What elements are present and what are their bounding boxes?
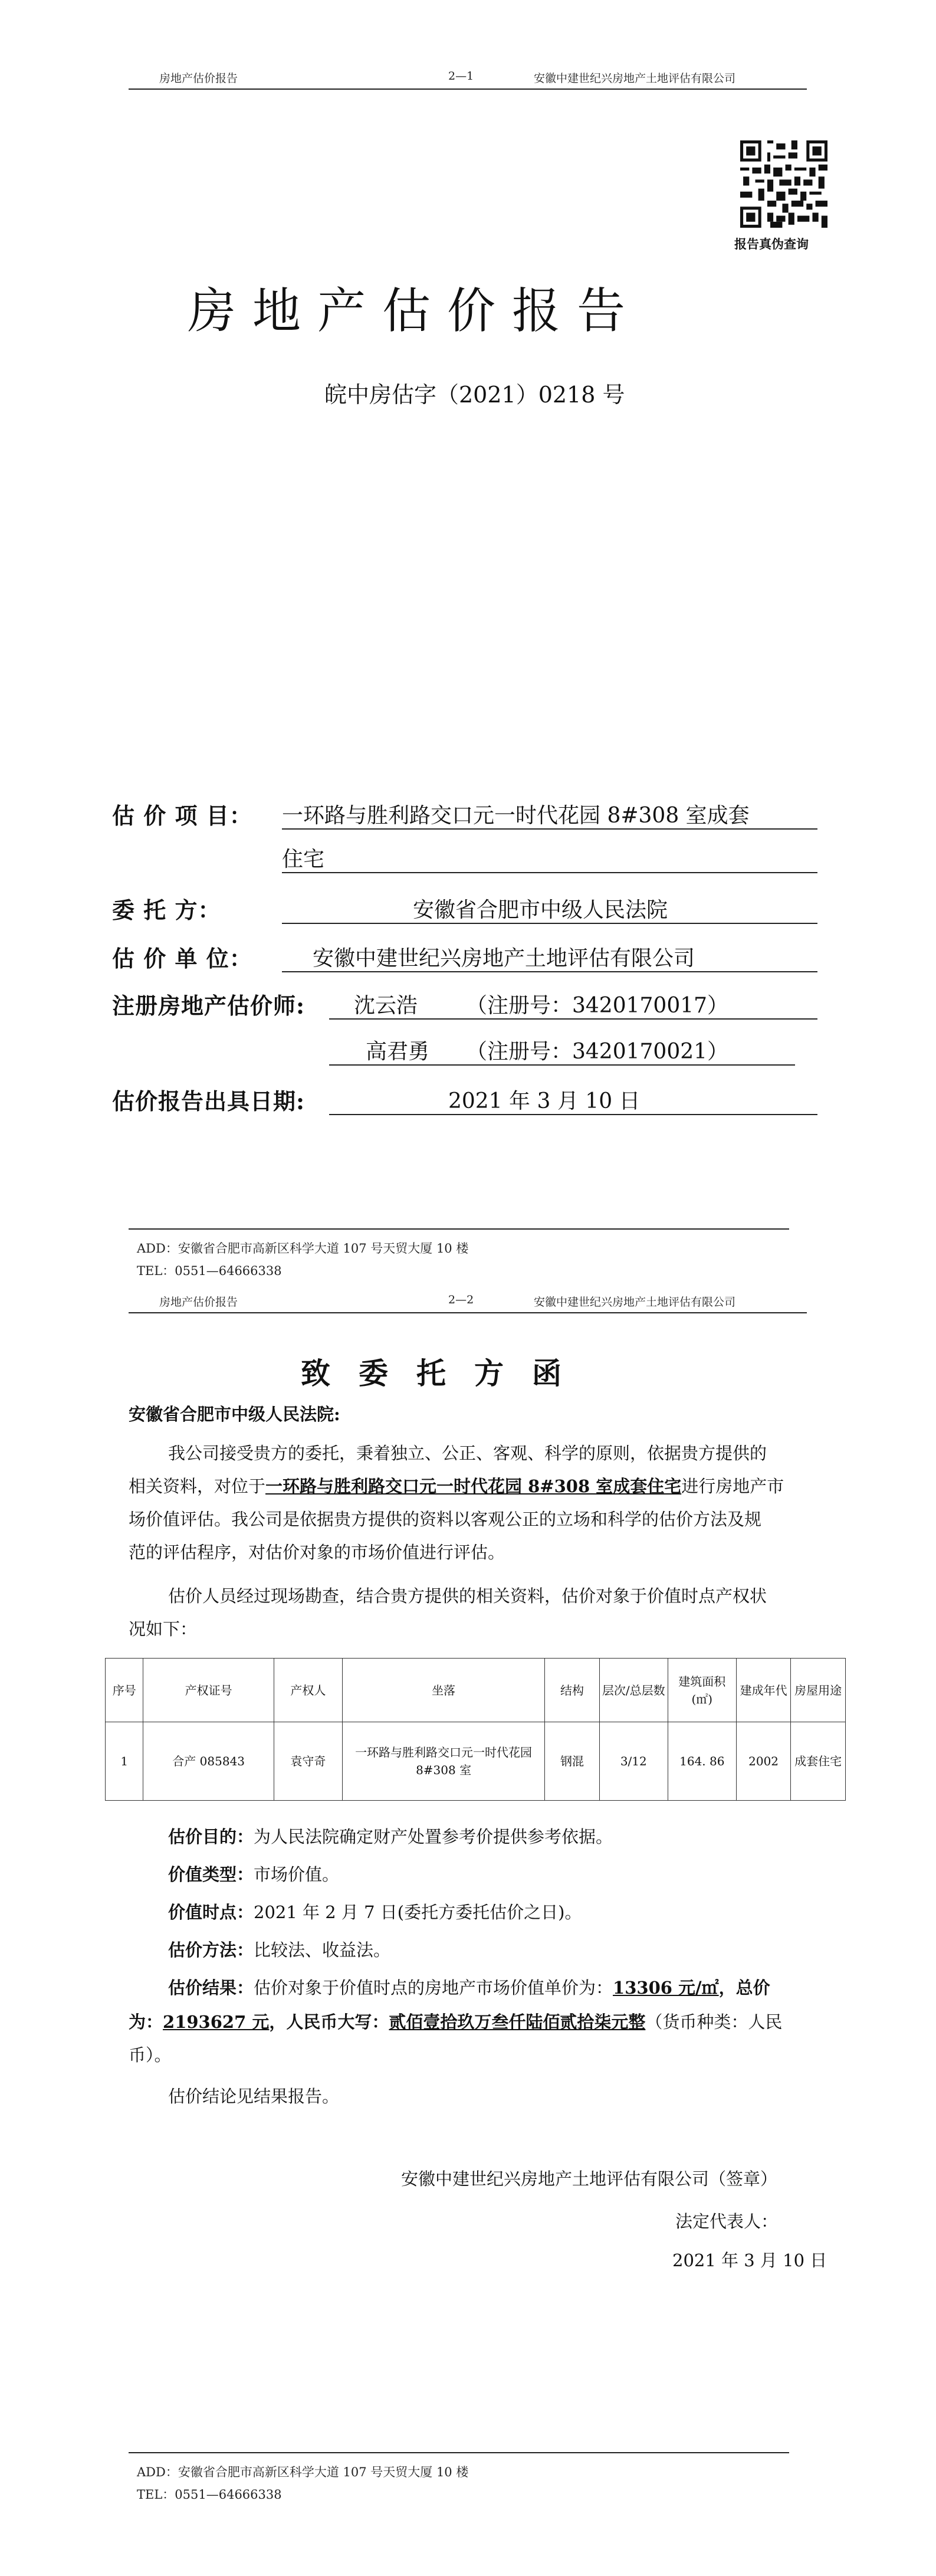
table-header-cell: 层次/总层数 [599, 1659, 668, 1722]
table-header-cell: 产权人 [274, 1659, 342, 1722]
project-underline [282, 828, 817, 830]
table-cell: 164. 86 [668, 1722, 736, 1801]
value-time-line [168, 1896, 582, 1929]
appraiser-2-reg: （注册号：3420170021） [466, 1040, 729, 1064]
method-label: 估价方法： [168, 1940, 254, 1960]
value-time-label: 价值时点： [168, 1902, 254, 1922]
header-title: 房地产估价报告 [159, 72, 238, 85]
table-cell: 钢混 [545, 1722, 600, 1801]
footer-address: ADD：安徽省合肥市高新区科学大道 107 号天贸大厦 10 楼 [137, 2465, 469, 2479]
table-cell: 袁守奇 [274, 1722, 342, 1801]
table-row [106, 1722, 846, 1801]
signature-company: 安徽中建世纪兴房地产土地评估有限公司（签章） [401, 2169, 778, 2189]
header-rule [129, 1312, 807, 1313]
appraiser-org-label: 估 价 单 位： [112, 945, 252, 972]
header-page-number: 2—2 [448, 1293, 474, 1306]
method-line [168, 1934, 390, 1967]
table-header-cell: 建筑面积(㎡) [668, 1659, 736, 1722]
result-label: 估价结果： [168, 1978, 254, 1998]
header-rule [129, 89, 807, 90]
report-date-underline [329, 1114, 817, 1115]
value-type-line [168, 1859, 339, 1891]
header-company: 安徽中建世纪兴房地产土地评估有限公司 [534, 72, 736, 85]
result-text: ，人民币大写： [269, 2012, 389, 2032]
appraiser-1-name: 沈云浩 [354, 994, 418, 1018]
report-date-value: 2021 年 3 月 10 日 [448, 1089, 641, 1113]
appraiser-2-underline [329, 1064, 795, 1066]
table-header-cell: 结构 [545, 1659, 600, 1722]
value-type-value: 市场价值。 [254, 1864, 340, 1885]
table-cell: 成套住宅 [791, 1722, 846, 1801]
footer-tel: TEL：0551—64666338 [137, 1264, 282, 1278]
table-cell: 一环路与胜利路交口元一时代花园 8#308 室 [342, 1722, 544, 1801]
paragraph-1-line-1: 我公司接受贵方的委托，秉着独立、公正、客观、科学的原则，依据贵方提供的 [168, 1443, 767, 1463]
table-header-cell: 房屋用途 [791, 1659, 846, 1722]
appraiser-1-reg: （注册号：3420170017） [466, 994, 729, 1018]
method-value: 比较法、收益法。 [254, 1940, 391, 1960]
report-title: 房地产估价报告 [188, 283, 642, 339]
footer-rule [129, 2452, 789, 2453]
table-cell: 2002 [736, 1722, 791, 1801]
table-header-row [106, 1659, 846, 1722]
paragraph-2-line-2: 况如下： [129, 1619, 198, 1639]
appraiser-org-value: 安徽中建世纪兴房地产土地评估有限公司 [313, 946, 695, 971]
property-info-table [105, 1658, 846, 1801]
footer-address: ADD：安徽省合肥市高新区科学大道 107 号天贸大厦 10 楼 [137, 1241, 469, 1256]
table-cell: 1 [106, 1722, 143, 1801]
paragraph-2-line-1: 估价人员经过现场勘查，结合贵方提供的相关资料，估价对象于价值时点产权状 [168, 1586, 767, 1606]
result-line-1 [168, 1972, 770, 2004]
header-title: 房地产估价报告 [159, 1296, 238, 1309]
unit-price: 13306 元/㎡ [613, 1978, 719, 1998]
appraiser-org-underline [282, 971, 817, 972]
purpose-value: 为人民法院确定财产处置参考价提供参考依据。 [254, 1827, 613, 1847]
project-value: 一环路与胜利路交口元一时代花园 8#308 室成套 [282, 804, 750, 828]
appraiser-2-name: 高君勇 [366, 1040, 430, 1064]
result-text: ，总价 [718, 1978, 770, 1998]
header-company: 安徽中建世纪兴房地产土地评估有限公司 [534, 1296, 736, 1309]
paragraph-1-line-2 [129, 1470, 784, 1503]
footer-rule [129, 1228, 789, 1230]
property-address-highlight: 一环路与胜利路交口元一时代花园 8#308 室成套住宅 [265, 1476, 682, 1496]
result-text: 估价对象于价值时点的房地产市场价值单价为： [254, 1978, 613, 1998]
table-header-cell: 坐落 [342, 1659, 544, 1722]
letter-title: 致委托方函 [301, 1356, 590, 1391]
qr-code-icon [740, 140, 827, 228]
result-line-3: 币）。 [129, 2045, 172, 2065]
paragraph-1-text: 相关资料，对位于 [129, 1476, 266, 1496]
result-line-2 [129, 2006, 782, 2038]
paragraph-1-line-4: 范的评估程序，对估价对象的市场价值进行评估。 [129, 1542, 505, 1562]
conclusion: 估价结论见结果报告。 [168, 2086, 340, 2106]
table-cell: 3/12 [599, 1722, 668, 1801]
appraisers-label: 注册房地产估价师: [112, 992, 306, 1019]
paragraph-1-line-3: 场价值评估。我公司是依据贵方提供的资料以客观公正的立场和科学的估价方法及规 [129, 1509, 762, 1529]
signature-date: 2021 年 3 月 10 日 [672, 2250, 827, 2270]
table-header-cell: 序号 [106, 1659, 143, 1722]
table-header-cell: 产权证号 [143, 1659, 274, 1722]
paragraph-1-text-end: 进行房地产市 [681, 1476, 784, 1496]
table-cell: 合产 085843 [143, 1722, 274, 1801]
report-date-label: 估价报告出具日期: [112, 1088, 306, 1115]
client-label: 委 托 方： [112, 897, 221, 923]
qr-caption: 报告真伪查询 [734, 237, 809, 251]
table-header-cell: 建成年代 [736, 1659, 791, 1722]
result-text: （货币种类：人民 [645, 2012, 783, 2032]
project-underline-2 [282, 872, 817, 873]
footer-tel: TEL：0551—64666338 [137, 2487, 282, 2502]
document-number: 皖中房估字（2021）0218 号 [324, 382, 625, 408]
header-page-number: 2—1 [448, 70, 474, 83]
client-value: 安徽省合肥市中级人民法院 [413, 898, 668, 922]
purpose-label: 估价目的： [168, 1827, 254, 1847]
result-text: 为： [129, 2012, 163, 2032]
appraiser-1-underline [329, 1018, 817, 1020]
addressee: 安徽省合肥市中级人民法院: [129, 1404, 340, 1424]
project-value-line2: 住宅 [282, 847, 325, 871]
total-price-words: 贰佰壹拾玖万叁仟陆佰贰拾柒元整 [389, 2012, 646, 2032]
client-underline [282, 923, 817, 924]
purpose-line [168, 1821, 613, 1853]
total-price: 2193627 元 [163, 2012, 270, 2032]
value-type-label: 价值类型： [168, 1864, 254, 1885]
value-time-value: 2021 年 2 月 7 日(委托方委托估价之日)。 [254, 1902, 582, 1922]
signature-representative: 法定代表人： [675, 2211, 779, 2231]
project-label: 估 价 项 目： [112, 802, 252, 829]
